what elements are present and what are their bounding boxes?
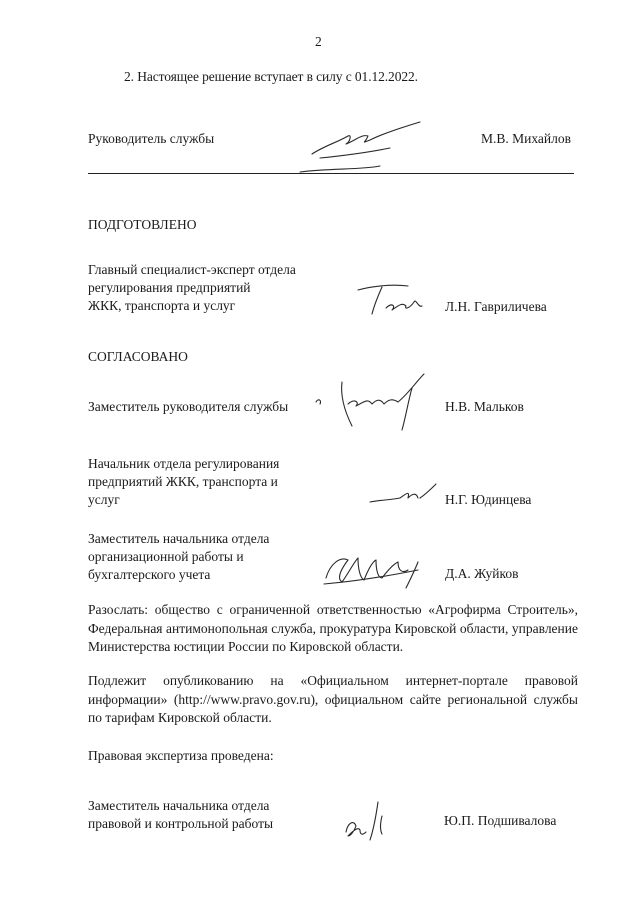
- legal-deputy-signature: [338, 796, 408, 846]
- deputy-head-signature: [312, 368, 442, 438]
- legal-deputy-role-line: Заместитель начальника отдела: [88, 798, 270, 813]
- prepared-role-line: ЖКК, транспорта и услуг: [88, 298, 236, 313]
- legal-deputy-name: Ю.П. Подшивалова: [444, 813, 557, 828]
- deputy-head-role: Заместитель руководителя службы: [88, 399, 289, 414]
- org-deputy-role-line: бухгалтерского учета: [88, 567, 211, 582]
- distribution-text: Разослать: общество с ограниченной ответственностью «Агрофирма Строитель», Федеральная антимонопольная служба, прокуратура Кировской области, управление Министерства юстиции России по Кировской области.: [88, 602, 578, 654]
- org-deputy-role-line: Заместитель начальника отдела: [88, 531, 270, 546]
- housing-head-role-line: Начальник отдела регулирования: [88, 456, 280, 471]
- prepared-role-line: регулирования предприятий: [88, 280, 251, 295]
- agreed-heading: СОГЛАСОВАНО: [88, 349, 188, 364]
- head-role: Руководитель службы: [88, 131, 215, 146]
- prepared-name: Л.Н. Гавриличева: [445, 299, 547, 314]
- head-signature: [290, 112, 440, 182]
- org-deputy-signature: [318, 548, 438, 593]
- head-name: М.В. Михайлов: [481, 131, 572, 146]
- separator-line: [88, 173, 574, 174]
- page-number: 2: [315, 34, 322, 49]
- org-deputy-role-line: организационной работы и: [88, 549, 244, 564]
- prepared-role-line: Главный специалист-эксперт отдела: [88, 262, 296, 277]
- housing-head-signature: [366, 476, 446, 516]
- prepared-signature: [352, 278, 442, 323]
- housing-head-name: Н.Г. Юдинцева: [445, 492, 532, 507]
- prepared-heading: ПОДГОТОВЛЕНО: [88, 217, 197, 232]
- housing-head-role-line: услуг: [88, 492, 120, 507]
- legal-deputy-role-line: правовой и контрольной работы: [88, 816, 274, 831]
- decision-clause: 2. Настоящее решение вступает в силу с 01.12.2022.: [124, 69, 418, 84]
- org-deputy-name: Д.А. Жуйков: [445, 566, 519, 581]
- deputy-head-name: Н.В. Мальков: [445, 399, 524, 414]
- publication-text: Подлежит опубликованию на «Официальном интернет-портале правовой информации» (http://www.pravo.gov.ru), официальном сайте региональной службы по тарифам Кировской области.: [88, 673, 578, 725]
- legal-review-text: Правовая экспертиза проведена:: [88, 748, 274, 763]
- housing-head-role-line: предприятий ЖКК, транспорта и: [88, 474, 278, 489]
